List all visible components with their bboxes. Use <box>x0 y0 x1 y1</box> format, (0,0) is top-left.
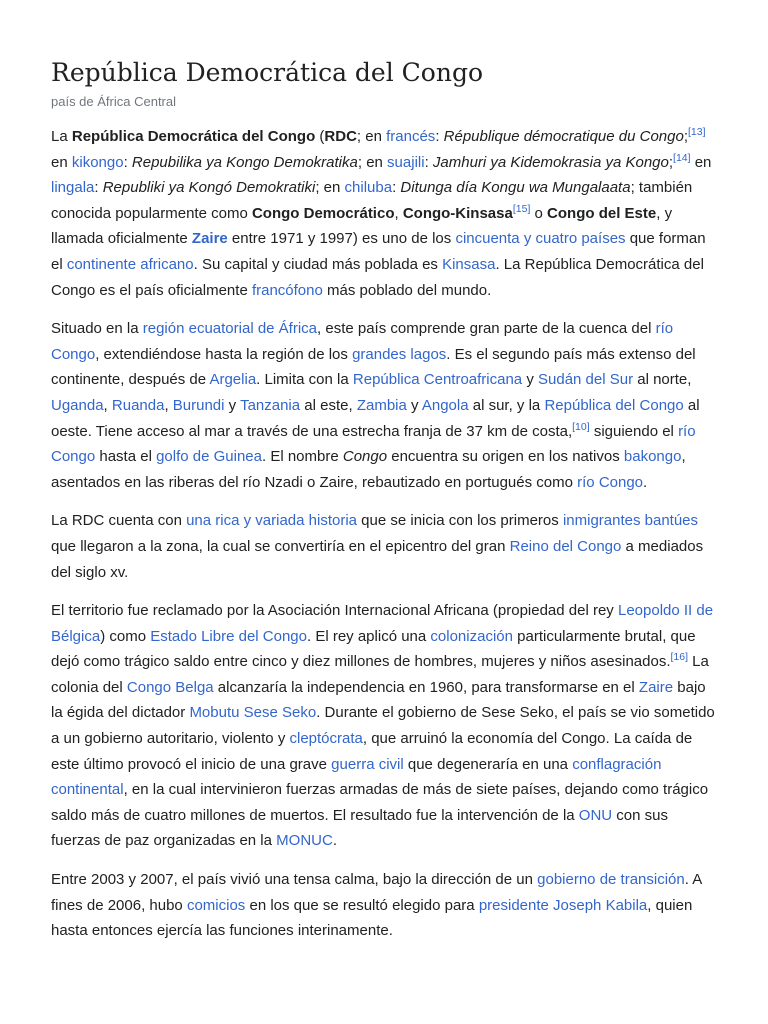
italic-text: Congo <box>342 448 388 466</box>
article-link[interactable]: gobierno de transición <box>537 871 685 889</box>
article-link[interactable]: Burundi <box>172 396 225 414</box>
text-run: El territorio fue reclamado por la Asociación Internacional Africana (propiedad del rey <box>51 602 618 620</box>
text-run: : <box>94 179 103 197</box>
text-run: . Es el segundo país más extenso del continente, después de <box>51 345 696 389</box>
article-link[interactable]: río Congo <box>51 320 674 363</box>
text-run: : <box>435 128 444 145</box>
article-link[interactable]: kikongo <box>71 153 124 171</box>
article-link[interactable]: chiluba <box>344 179 393 197</box>
article-link[interactable]: presidente Joseph Kabila <box>478 896 648 914</box>
text-run: ; en <box>315 179 345 197</box>
text-run: ) como <box>100 627 151 645</box>
text-run: , y llamada oficialmente <box>51 204 673 248</box>
text-run: y <box>224 396 241 414</box>
text-run: que llegaron a la zona, la cual se convertiría en el epicentro del gran <box>51 537 510 555</box>
text-run: . <box>332 832 337 850</box>
article-link[interactable]: Angola <box>421 396 469 414</box>
text-run: , extendiéndose hasta la región de los <box>95 345 353 363</box>
text-run: , quien hasta entonces ejercía las funciones interinamente. <box>51 896 693 940</box>
text-run: La RDC cuenta con <box>51 512 187 530</box>
article-link[interactable]: bakongo <box>623 448 682 466</box>
text-run: Situado en la <box>51 320 143 338</box>
article-link[interactable]: Zaire <box>638 678 674 696</box>
text-run: ; en <box>356 128 387 145</box>
article-link[interactable]: Sudán del Sur <box>538 371 634 389</box>
article-link[interactable]: ONU <box>578 806 613 824</box>
article-link[interactable]: continente africano <box>66 255 194 273</box>
text-run: La colonia del <box>51 653 709 696</box>
article-link[interactable]: suajili <box>387 153 425 171</box>
italic-text: République démocratique du Congo <box>443 128 684 145</box>
article-link[interactable]: Argelia <box>209 371 257 389</box>
italic-text: Repubilika ya Kongo Demokratika <box>131 153 358 171</box>
bold-text: Congo Democrático <box>251 204 395 222</box>
reference-link[interactable]: [15] <box>512 202 531 215</box>
reference-link[interactable]: [13] <box>688 126 706 138</box>
text-run: . A fines de 2006, hubo <box>51 871 702 914</box>
text-run: hasta el <box>95 448 157 466</box>
article-link[interactable]: Kinsasa <box>442 255 496 273</box>
text-run: , que arruinó la economía del Congo. La caída de este último provocó el inicio de una grave <box>51 730 693 773</box>
article-link[interactable]: Zaire <box>191 230 228 248</box>
text-run: que forman el <box>51 230 706 273</box>
text-run: ; también conocida popularmente como <box>51 179 693 222</box>
article-link[interactable]: conflagración continental <box>51 755 662 799</box>
article-link[interactable]: Uganda <box>51 396 104 414</box>
article-body <box>51 124 720 944</box>
article-link[interactable]: Congo Belga <box>126 678 214 696</box>
text-run: , <box>103 396 112 414</box>
article-link[interactable]: República Centroafricana <box>352 371 523 389</box>
article-paragraph <box>51 867 720 944</box>
italic-text: Ditunga día Kongu wa Mungalaata <box>400 179 631 197</box>
text-run: al oeste. Tiene acceso al mar a través de una estrecha franja de 37 km de costa, <box>51 396 700 440</box>
text-run: y <box>522 371 538 389</box>
text-run: bajo la égida del dictador <box>51 678 706 722</box>
bold-text: RDC <box>324 128 357 145</box>
article-link[interactable]: Ruanda <box>111 396 165 414</box>
article-link[interactable]: una rica y variada historia <box>186 512 357 530</box>
italic-text: Jamhuri ya Kidemokrasia ya Kongo <box>432 153 669 171</box>
article-link[interactable]: río Congo <box>577 473 644 491</box>
text-run: en los que se resultó elegido para <box>245 896 479 914</box>
article-link[interactable]: guerra civil <box>331 755 404 773</box>
reference-link[interactable]: [10] <box>572 420 590 433</box>
text-run: que se inicia con los primeros <box>357 512 563 530</box>
text-run: , <box>164 396 173 414</box>
article-link[interactable]: cincuenta y cuatro países <box>455 230 626 248</box>
text-run: : <box>123 153 132 171</box>
italic-text: Republiki ya Kongó Demokratiki <box>102 179 316 197</box>
article-paragraph <box>51 124 720 303</box>
text-run: . El rey aplicó una <box>307 627 431 645</box>
text-run: más poblado del mundo. <box>322 281 492 299</box>
article-link[interactable]: francés <box>386 128 436 145</box>
article-link[interactable]: grandes lagos <box>352 345 447 363</box>
article-link[interactable]: República del Congo <box>544 396 684 414</box>
bold-text: República Democrática del Congo <box>71 128 316 145</box>
text-run: . Su capital y ciudad más poblada es <box>193 255 443 273</box>
article-paragraph <box>51 598 720 854</box>
text-run: o <box>530 204 548 222</box>
article-link[interactable]: río Congo <box>51 422 696 466</box>
text-run: Entre 2003 y 2007, el país vivió una tensa calma, bajo la dirección de un <box>51 871 538 889</box>
text-run: entre 1971 y 1997) es uno de los <box>227 230 456 248</box>
text-run: que degeneraría en una <box>403 755 573 773</box>
article-link[interactable]: Tanzania <box>240 396 301 414</box>
text-run: encuentra su origen en los nativos <box>387 448 624 466</box>
text-run: siguiendo el <box>589 422 679 440</box>
text-run: ( <box>315 128 325 145</box>
text-run: particularmente brutal, que dejó como trágico saldo entre cinco y diez millones de hombres, mujeres y niños asesinados. <box>51 627 696 671</box>
article-paragraph <box>51 316 720 495</box>
text-run: ; en <box>357 153 388 171</box>
article-link[interactable]: Leopoldo II de Bélgica <box>51 602 714 645</box>
article-link[interactable]: francófono <box>251 281 323 299</box>
text-run: al sur, y la <box>468 396 545 414</box>
text-run: al norte, <box>633 371 692 389</box>
text-run: ; <box>683 128 688 145</box>
text-run: y <box>406 396 422 414</box>
article-link[interactable]: MONUC <box>276 832 333 850</box>
text-run: en <box>51 153 72 171</box>
article-link[interactable]: colonización <box>430 627 513 645</box>
article-link[interactable]: inmigrantes bantúes <box>562 512 699 530</box>
text-run: al este, <box>300 396 357 414</box>
text-run: , este país comprende gran parte de la cuenca del <box>317 320 656 338</box>
text-run: . El nombre <box>262 448 343 466</box>
article-link[interactable]: Zambia <box>356 396 407 414</box>
article-link[interactable]: golfo de Guinea <box>156 448 262 466</box>
text-run: , asentados en las riberas del río Nzadi o Zaire, rebautizado en portugués como <box>51 448 686 491</box>
text-run: a mediados del siglo xv. <box>51 537 704 581</box>
text-run: . Durante el gobierno de Sese Seko, el país se vio sometido a un gobierno autoritario, violento y <box>51 704 715 748</box>
text-run: alcanzaría la independencia en 1960, para transformarse en el <box>213 678 639 696</box>
text-run: , <box>394 204 403 222</box>
article-link[interactable]: región ecuatorial de África <box>142 320 318 338</box>
text-run: : <box>392 179 401 197</box>
page-subtitle: país de África Central <box>51 94 177 109</box>
article-link[interactable]: Estado Libre del Congo <box>150 627 307 645</box>
text-run: La <box>51 128 72 145</box>
text-run: , en la cual intervinieron fuerzas armadas de más de siete países, dejando como trágico saldo más de cuatro millones de muertos. El resultado fue la intervención de la <box>51 781 709 824</box>
text-run: : <box>424 153 433 171</box>
article-link[interactable]: cleptócrata <box>289 730 363 748</box>
text-run: . Limita con la <box>256 371 353 389</box>
reference-link[interactable]: [14] <box>673 151 691 164</box>
text-run: ; <box>668 153 674 171</box>
article-link[interactable]: Reino del Congo <box>509 537 622 555</box>
text-run: . La República Democrática del Congo es el país oficialmente <box>51 255 704 299</box>
bold-text: Congo-Kinsasa <box>402 204 513 222</box>
article-link[interactable]: comicios <box>186 896 246 914</box>
reference-link[interactable]: [16] <box>670 651 688 664</box>
page-title: República Democrática del Congo <box>51 58 483 87</box>
article-link[interactable]: lingala <box>51 179 95 197</box>
text-run: con sus fuerzas de paz organizadas en la <box>51 806 669 850</box>
article-link[interactable]: Mobutu Sese Seko <box>189 704 317 722</box>
text-run: en <box>690 153 712 171</box>
article-paragraph <box>51 508 720 585</box>
text-run: . <box>643 473 648 491</box>
bold-text: Congo del Este <box>547 204 657 222</box>
